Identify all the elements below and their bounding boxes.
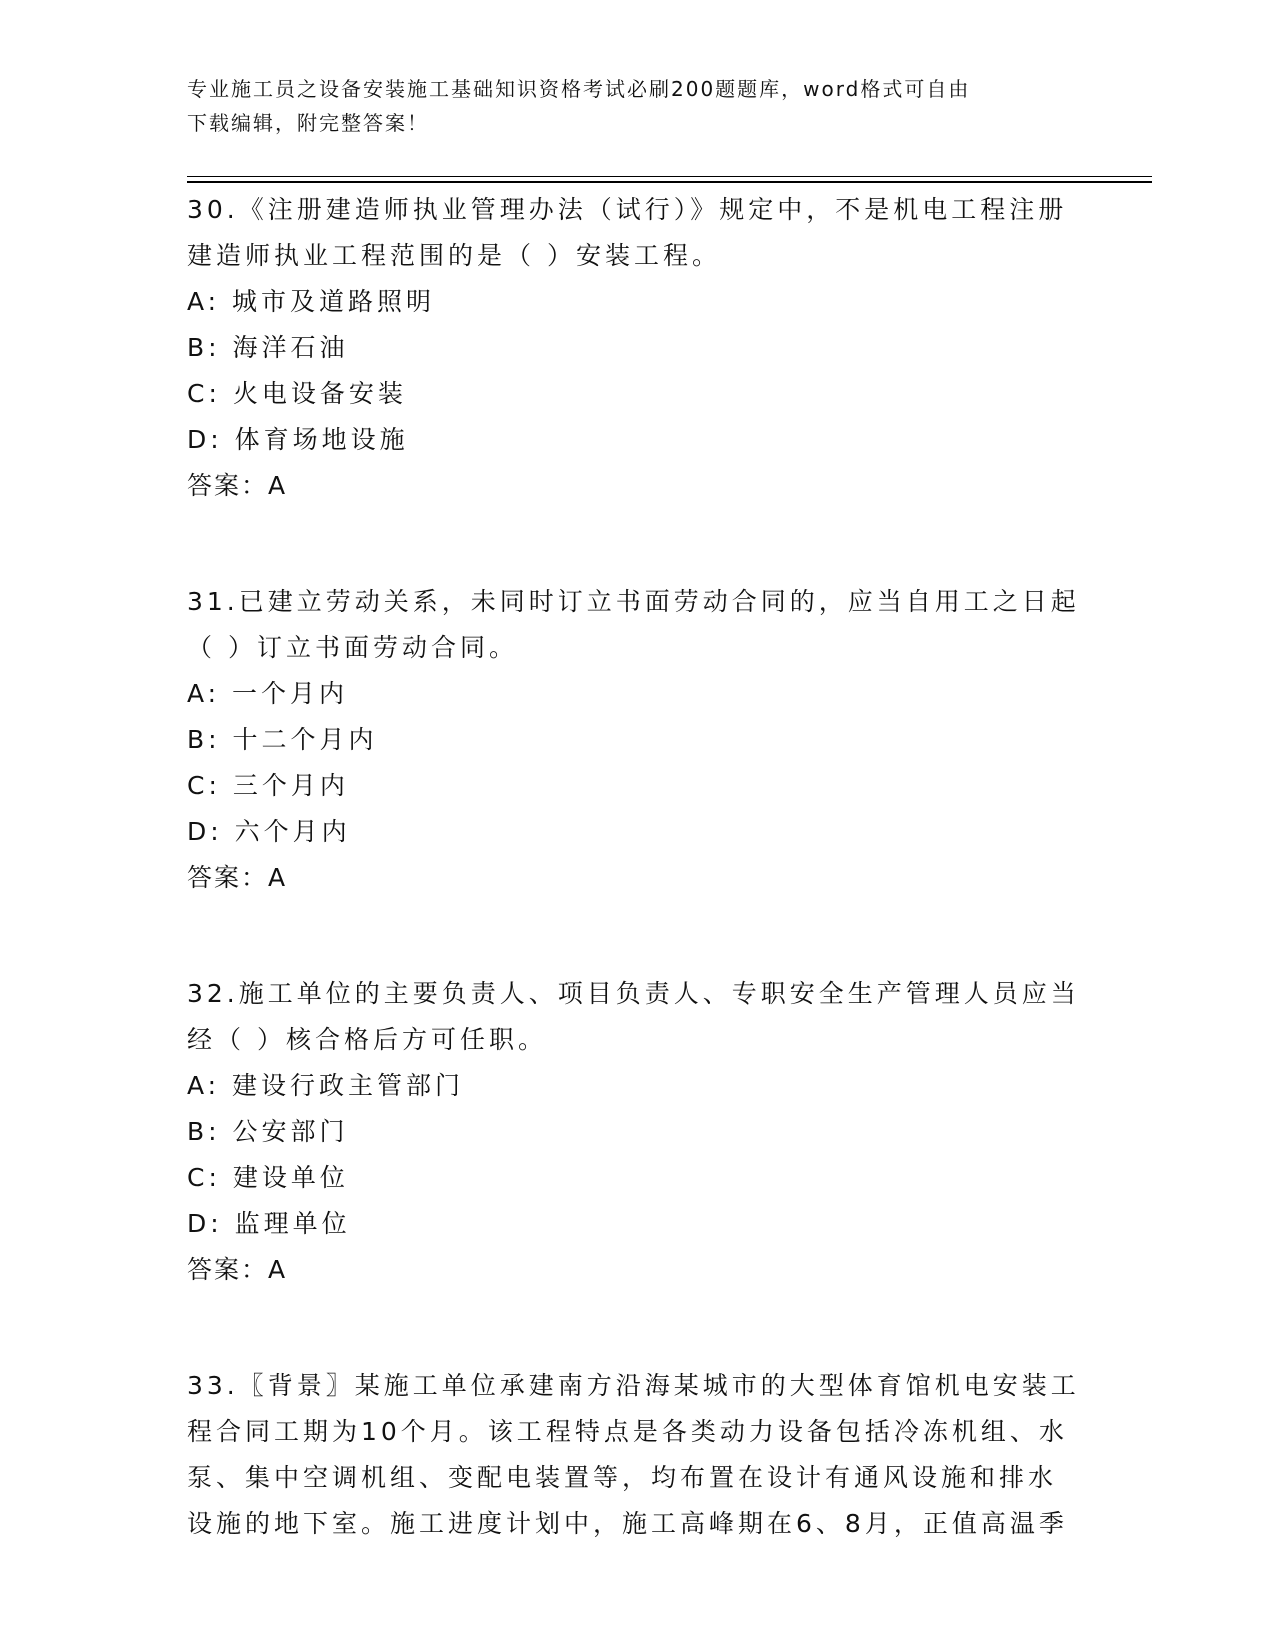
header-line-2: 下载编辑，附完整答案！ [187,111,429,135]
question-stem-line: 32.施工单位的主要负责人、项目负责人、专职安全生产管理人员应当 [187,979,1080,1008]
answer-line: 答案：A [187,863,288,892]
question-list [187,187,1092,1547]
question-stem-line: 泵、集中空调机组、变配电装置等，均布置在设计有通风设施和排水 [187,1463,1058,1492]
answer-line: 答案：A [187,1255,288,1284]
option-b: B: 十二个月内 [187,725,378,754]
option-a: A: 城市及道路照明 [187,287,436,316]
option-c: C: 三个月内 [187,771,349,800]
answer-line: 答案：A [187,471,288,500]
option-d: D: 体育场地设施 [187,425,409,454]
header-line-1: 专业施工员之设备安装施工基础知识资格考试必刷200题题库，word格式可自由 [187,77,971,101]
question-stem-line: 33.〖背景〗某施工单位承建南方沿海某城市的大型体育馆机电安装工 [187,1371,1080,1400]
option-a: A: 一个月内 [187,679,349,708]
question-stem-line: （ ）订立书面劳动合同。 [187,633,518,662]
document-header [187,72,1067,140]
question-block [187,971,1092,1293]
question-stem-line: 设施的地下室。施工进度计划中，施工高峰期在6、8月，正值高温季 [187,1509,1068,1538]
header-rule-bottom [187,181,1152,183]
question-spacer [187,1293,1092,1363]
option-d: D: 监理单位 [187,1209,351,1238]
question-spacer [187,901,1092,971]
question-stem-line: 建造师执业工程范围的是（ ）安装工程。 [187,241,721,270]
question-stem-line: 程合同工期为10个月。该工程特点是各类动力设备包括冷冻机组、水 [187,1417,1068,1446]
question-stem-line: 经（ ）核合格后方可任职。 [187,1025,547,1054]
option-d: D: 六个月内 [187,817,351,846]
header-rule-top [187,176,1152,177]
question-stem-line: 31.已建立劳动关系，未同时订立书面劳动合同的，应当自用工之日起 [187,587,1080,616]
option-c: C: 建设单位 [187,1163,349,1192]
option-a: A: 建设行政主管部门 [187,1071,465,1100]
option-b: B: 海洋石油 [187,333,349,362]
option-b: B: 公安部门 [187,1117,349,1146]
question-block [187,1363,1092,1547]
question-block [187,187,1092,509]
option-c: C: 火电设备安装 [187,379,407,408]
question-stem-line: 30.《注册建造师执业管理办法（试行）》规定中，不是机电工程注册 [187,195,1068,224]
question-spacer [187,509,1092,579]
question-block [187,579,1092,901]
